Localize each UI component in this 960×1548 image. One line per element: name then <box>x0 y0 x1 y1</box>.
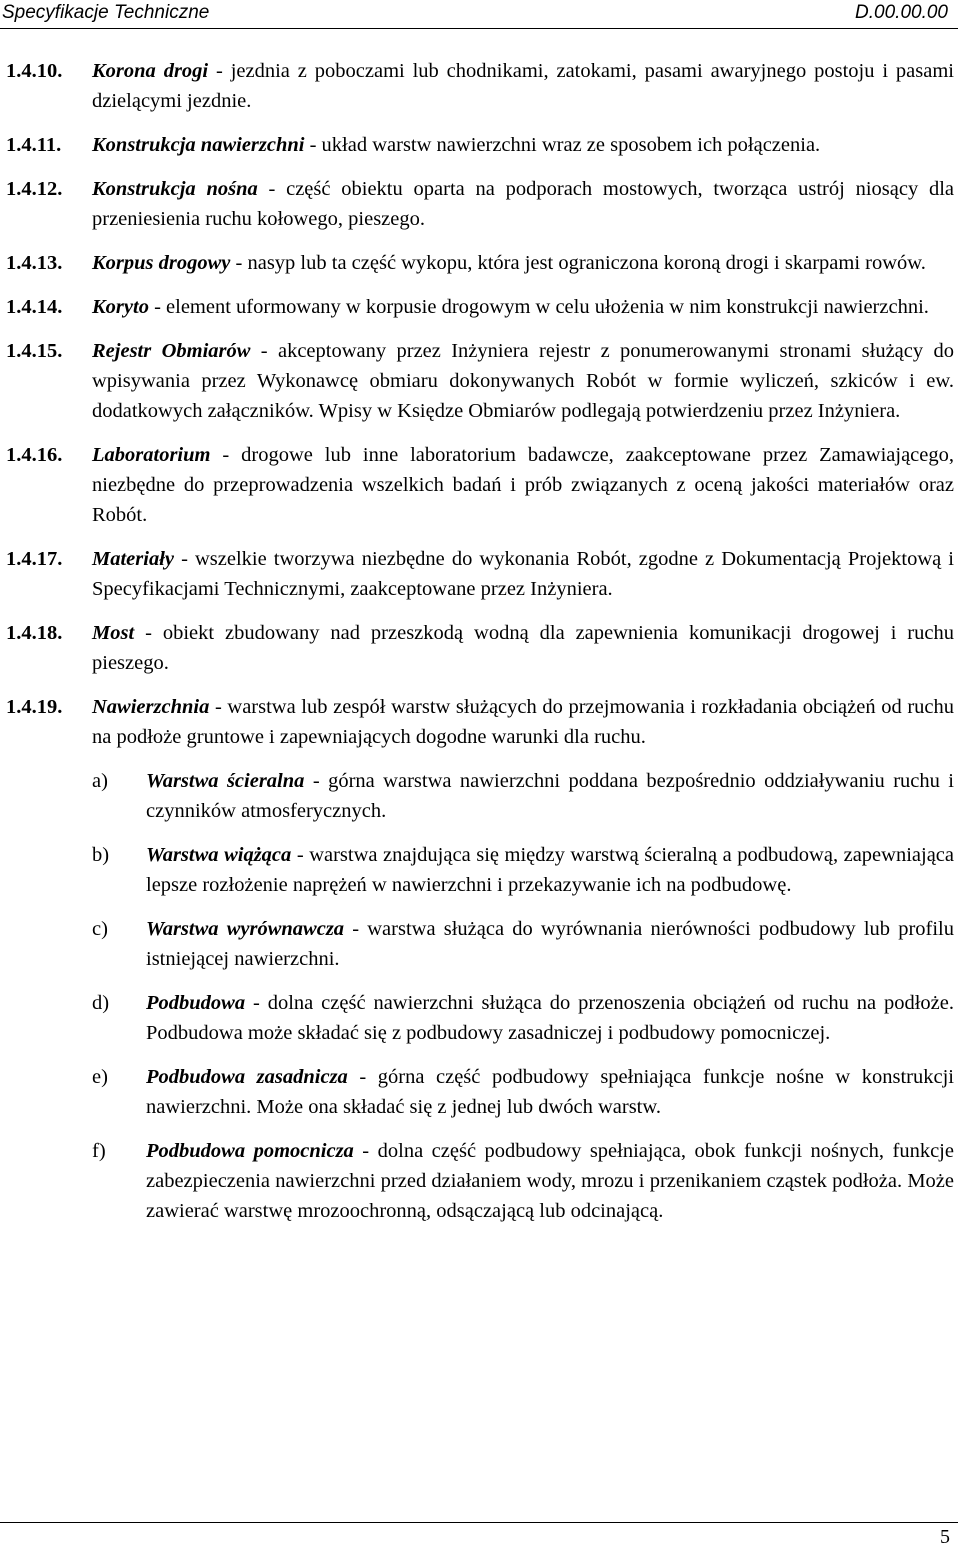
header-title: Specyfikacje Techniczne <box>2 2 210 23</box>
definition-item <box>6 692 954 752</box>
subitem-term: Warstwa wyrównawcza <box>146 918 345 940</box>
definition-text <box>92 130 954 160</box>
subitem-text <box>146 1136 954 1226</box>
definition-item <box>6 56 954 116</box>
subitem-description: - warstwa znajdująca się między warstwą ścieralną a podbudową, zapewniająca lepsze rozłożenie naprężeń w nawierzchni i przekazywanie ich na podbudowę. <box>146 844 954 896</box>
definition-number: 1.4.14. <box>6 296 63 318</box>
definition-description: - część obiektu oparta na podporach mostowych, tworząca ustrój niosący dla przeniesienia ruchu kołowego, pieszego. <box>92 178 955 230</box>
definition-text <box>92 618 954 678</box>
subitem-text <box>146 914 954 974</box>
subitem-label: c) <box>92 918 108 940</box>
definition-item <box>6 336 954 426</box>
definition-term: Konstrukcja nośna <box>92 178 258 200</box>
definition-term: Rejestr Obmiarów <box>92 340 251 362</box>
definition-number: 1.4.10. <box>6 60 63 82</box>
definition-description: - wszelkie tworzywa niezbędne do wykonania Robót, zgodne z Dokumentacją Projektową i Specyfikacjami Technicznymi, zaakceptowane przez Inżyniera. <box>92 548 954 600</box>
definition-number: 1.4.18. <box>6 622 63 644</box>
definition-number: 1.4.15. <box>6 340 63 362</box>
definition-number: 1.4.11. <box>6 134 62 156</box>
definition-number: 1.4.12. <box>6 178 63 200</box>
definition-item <box>6 174 954 234</box>
subitem-description: - górna warstwa nawierzchni poddana bezpośrednio oddziaływaniu ruchu i czynników atmosferycznych. <box>146 770 954 822</box>
definition-text <box>92 440 954 530</box>
subitem <box>92 766 954 826</box>
definition-term: Konstrukcja nawierzchni <box>92 134 305 156</box>
definition-item <box>6 618 954 678</box>
definition-text <box>92 174 954 234</box>
subitem-label: f) <box>92 1140 106 1162</box>
subitem <box>92 840 954 900</box>
definition-item <box>6 248 954 278</box>
definition-text <box>92 56 954 116</box>
subitem-term: Podbudowa zasadnicza <box>146 1066 348 1088</box>
definition-term: Most <box>92 622 135 644</box>
definition-description: - drogowe lub inne laboratorium badawcze, zaakceptowane przez Zamawiającego, niezbędne do przeprowadzenia wszelkich badań i prób związanych z oceną jakości materiałów oraz Robót. <box>92 444 954 526</box>
definition-item <box>6 292 954 322</box>
subitem-term: Warstwa wiążąca <box>146 844 292 866</box>
definition-item <box>6 130 954 160</box>
definition-text <box>92 248 954 278</box>
definition-item <box>6 544 954 604</box>
definition-term: Korpus drogowy <box>92 252 231 274</box>
definition-term: Materiały <box>92 548 174 570</box>
definition-description: - jezdnia z poboczami lub chodnikami, zatokami, pasami awaryjnego postoju i pasami dzielącymi jezdnie. <box>92 60 954 112</box>
definition-number: 1.4.13. <box>6 252 63 274</box>
subitem-label: d) <box>92 992 110 1014</box>
definition-description: - warstwa lub zespół warstw służących do przejmowania i rozkładania obciążeń od ruchu na podłoże gruntowe i zapewniających dogodne warunki dla ruchu. <box>92 696 954 748</box>
definition-text <box>92 292 954 322</box>
subitem-term: Warstwa ścieralna <box>146 770 305 792</box>
subitem-text <box>146 988 954 1048</box>
subitem-text <box>146 766 954 826</box>
subitem <box>92 914 954 974</box>
subitem-term: Podbudowa <box>146 992 246 1014</box>
definition-number: 1.4.17. <box>6 548 63 570</box>
document-body <box>6 56 954 1240</box>
page-footer <box>0 1518 960 1548</box>
definition-text <box>92 336 954 426</box>
subitem-label: b) <box>92 844 110 866</box>
definition-text <box>92 692 954 752</box>
header-rule <box>0 28 958 29</box>
definition-text <box>92 544 954 604</box>
subitem-term: Podbudowa pomocnicza <box>146 1140 354 1162</box>
definition-number: 1.4.19. <box>6 696 63 718</box>
footer-rule <box>0 1522 958 1523</box>
subitem-description: - warstwa służąca do wyrównania nierówności podbudowy lub profilu istniejącej nawierzchni. <box>146 918 954 970</box>
subitem-label: e) <box>92 1066 108 1088</box>
subitem <box>92 988 954 1048</box>
subitem-text <box>146 1062 954 1122</box>
subitem-description: - górna część podbudowy spełniająca funkcje nośne w konstrukcji nawierzchni. Może ona składać się z jednej lub dwóch warstw. <box>146 1066 954 1118</box>
subitem <box>92 1136 954 1226</box>
definition-description: - akceptowany przez Inżyniera rejestr z ponumerowanymi stronami służący do wpisywania przez Wykonawcę obmiaru dokonywanych Robót w formie wyliczeń, szkiców i ew. dodatkowych załączników. Wpisy w Księdze Obmiarów podlegają potwierdzeniu przez Inżyniera. <box>92 340 954 422</box>
page-header <box>0 0 960 44</box>
definition-item <box>6 440 954 530</box>
definition-description: - nasyp lub ta część wykopu, która jest ograniczona koroną drogi i skarpami rowów. <box>230 252 926 274</box>
page-number: 5 <box>940 1526 950 1548</box>
definition-number: 1.4.16. <box>6 444 63 466</box>
header-code: D.00.00.00 <box>855 2 948 23</box>
definition-term: Nawierzchnia <box>92 696 210 718</box>
subitem-description: - dolna część podbudowy spełniająca, obok funkcji nośnych, funkcje zabezpieczenia nawierzchni przed działaniem wody, mrozu i przenikaniem cząstek podłoża. Może zawierać warstwę mrozoochronną, odsączającą lub odcinającą. <box>146 1140 954 1222</box>
definition-description: - element uformowany w korpusie drogowym w celu ułożenia w nim konstrukcji nawierzchni. <box>148 296 929 318</box>
definition-description: - układ warstw nawierzchni wraz ze sposobem ich połączenia. <box>304 134 821 156</box>
subitem-text <box>146 840 954 900</box>
subitem-description: - dolna część nawierzchni służąca do przenoszenia obciążeń od ruchu na podłoże. Podbudowa może składać się z podbudowy zasadniczej i podbudowy pomocniczej. <box>146 992 954 1044</box>
definition-description: - obiekt zbudowany nad przeszkodą wodną dla zapewnienia komunikacji drogowej i ruchu pieszego. <box>92 622 954 674</box>
subitem-label: a) <box>92 770 108 792</box>
subitem <box>92 1062 954 1122</box>
definition-term: Koryto <box>92 296 149 318</box>
definition-term: Korona drogi <box>92 60 209 82</box>
definition-term: Laboratorium <box>92 444 211 466</box>
